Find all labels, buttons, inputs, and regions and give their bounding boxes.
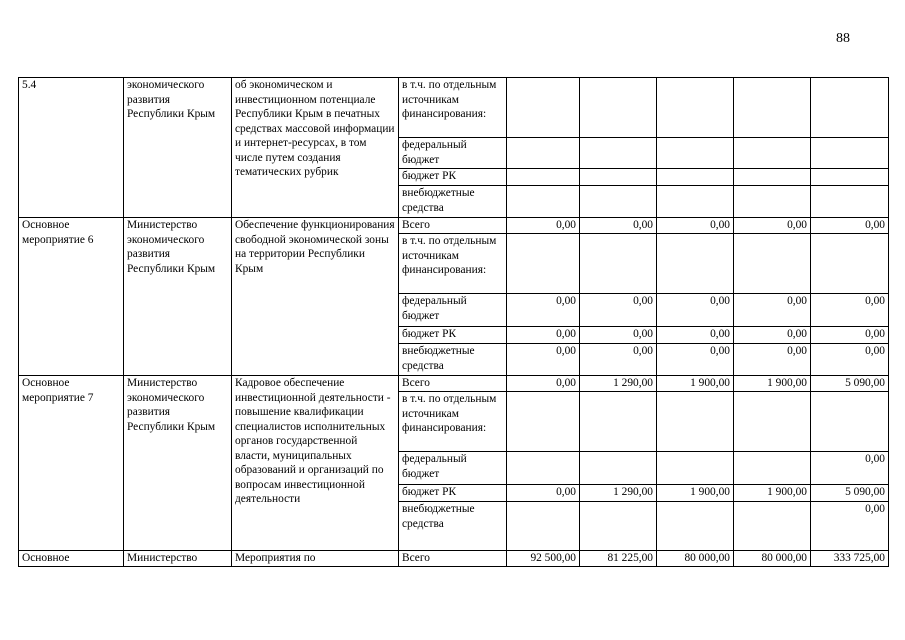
source-incl-cell: в т.ч. по отдельным источникам финансирования: [399, 234, 507, 294]
amount-cell: 0,00 [811, 218, 889, 234]
amount-cell: 0,00 [657, 344, 734, 376]
amount-cell: 0,00 [734, 294, 811, 327]
amount-cell: 80 000,00 [657, 551, 734, 567]
activity-name-cell: Обеспечение функционирования свободной экономической зоны на территории Республики Крым [232, 218, 399, 376]
source-total-cell: Всего [399, 376, 507, 392]
amount-cell: 1 900,00 [734, 485, 811, 502]
source-rk-cell: бюджет РК [399, 485, 507, 502]
amount-cell: 0,00 [657, 218, 734, 234]
executor-cell: экономического развития Республики Крым [124, 78, 232, 218]
source-rk-cell: бюджет РК [399, 169, 507, 186]
activity-number-cell: Основное мероприятие 6 [19, 218, 124, 376]
amount-cell: 0,00 [734, 218, 811, 234]
amount-cell: 0,00 [811, 294, 889, 327]
amount-cell: 0,00 [580, 218, 657, 234]
amount-cell: 1 900,00 [734, 376, 811, 392]
executor-cell: Министерство экономического развития Республики Крым [124, 218, 232, 376]
amount-cell: 1 900,00 [657, 376, 734, 392]
amount-cell: 0,00 [734, 344, 811, 376]
source-total-cell: Всего [399, 551, 507, 567]
amount-cell: 80 000,00 [734, 551, 811, 567]
amount-cell: 5 090,00 [811, 485, 889, 502]
amount-cell: 0,00 [811, 344, 889, 376]
source-federal-cell: федеральный бюджет [399, 452, 507, 485]
amount-cell: 1 900,00 [657, 485, 734, 502]
table-row [19, 218, 889, 234]
executor-cell: Министерство экономического развития Республики Крым [124, 376, 232, 551]
source-incl-cell: в т.ч. по отдельным источникам финансирования: [399, 78, 507, 138]
amount-cell: 1 290,00 [580, 485, 657, 502]
source-incl-cell: в т.ч. по отдельным источникам финансирования: [399, 392, 507, 452]
amount-cell: 0,00 [580, 294, 657, 327]
amount-cell: 0,00 [507, 327, 580, 344]
amount-cell: 0,00 [657, 294, 734, 327]
amount-cell: 0,00 [657, 327, 734, 344]
activity-name-cell: Мероприятия по [232, 551, 399, 567]
source-rk-cell: бюджет РК [399, 327, 507, 344]
amount-cell: 0,00 [734, 327, 811, 344]
source-total-cell: Всего [399, 218, 507, 234]
page-number: 88 [836, 31, 850, 46]
source-extra-cell: внебюджетные средства [399, 344, 507, 376]
activity-number-cell: Основное мероприятие 7 [19, 376, 124, 551]
amount-cell: 333 725,00 [811, 551, 889, 567]
amount-cell: 0,00 [507, 218, 580, 234]
amount-cell: 0,00 [507, 376, 580, 392]
amount-cell: 0,00 [507, 485, 580, 502]
amount-cell: 81 225,00 [580, 551, 657, 567]
program-funding-table [18, 77, 889, 567]
activity-name-cell: об экономическом и инвестиционном потенциале Республики Крым в печатных средствах массовой информации и интернет-ресурсах, в том числе путем создания тематических рубрик [232, 78, 399, 218]
amount-cell: 0,00 [507, 344, 580, 376]
amount-cell: 92 500,00 [507, 551, 580, 567]
activity-number-cell: 5.4 [19, 78, 124, 218]
activity-number-cell: Основное [19, 551, 124, 567]
amount-cell: 0,00 [811, 452, 889, 485]
table-row [19, 551, 889, 567]
amount-cell: 0,00 [811, 327, 889, 344]
amount-cell: 0,00 [507, 294, 580, 327]
source-federal-cell: федеральный бюджет [399, 138, 507, 169]
amount-cell: 0,00 [580, 327, 657, 344]
source-federal-cell: федеральный бюджет [399, 294, 507, 327]
source-extra-cell: внебюджетные средства [399, 502, 507, 551]
activity-name-cell: Кадровое обеспечение инвестиционной деятельности - повышение квалификации специалистов исполнительных органов государственной власти, муниципальных образований и организаций по вопросам инвестиционной деятельности [232, 376, 399, 551]
amount-cell: 5 090,00 [811, 376, 889, 392]
executor-cell: Министерство [124, 551, 232, 567]
amount-cell: 0,00 [811, 502, 889, 551]
table-row [19, 376, 889, 392]
source-extra-cell: внебюджетные средства [399, 186, 507, 218]
table-row [19, 78, 889, 138]
amount-cell: 0,00 [580, 344, 657, 376]
amount-cell: 1 290,00 [580, 376, 657, 392]
